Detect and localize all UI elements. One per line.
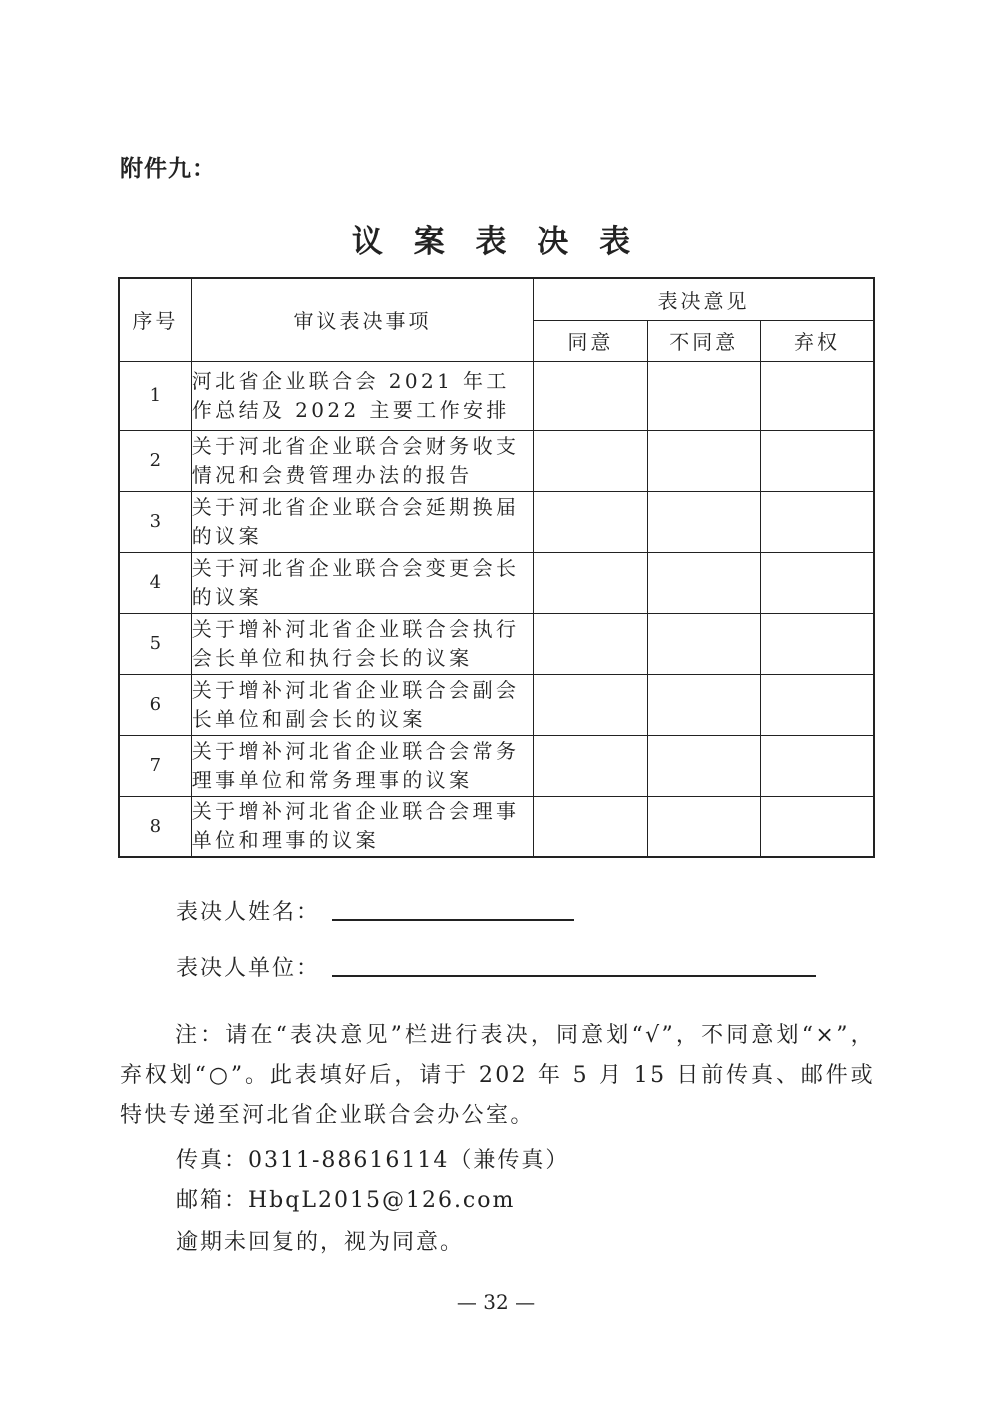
abstain-cell[interactable]: [761, 796, 875, 857]
table-row: [119, 735, 874, 796]
row-item: 关于河北省企业联合会变更会长的议案: [191, 552, 533, 613]
header-abstain: 弃权: [761, 320, 875, 361]
agree-cell[interactable]: [534, 552, 647, 613]
voter-name-label: 表决人姓名：: [176, 900, 321, 925]
vote-table: [118, 277, 875, 858]
abstain-cell[interactable]: [761, 552, 875, 613]
abstain-cell[interactable]: [761, 361, 875, 430]
fax-line: 传真：0311-88616114（兼传真）: [176, 1148, 570, 1173]
agree-cell[interactable]: [534, 796, 647, 857]
row-number: 7: [119, 735, 191, 796]
row-number: 5: [119, 613, 191, 674]
table-row: [119, 361, 874, 430]
row-number: 2: [119, 430, 191, 491]
annex-label: 附件九：: [120, 156, 216, 182]
overdue-note: 逾期未回复的，视为同意。: [176, 1230, 465, 1255]
row-item: 关于河北省企业联合会财务收支情况和会费管理办法的报告: [191, 430, 533, 491]
voter-name-field[interactable]: [332, 919, 574, 921]
instructions-note: 注：请在“表决意见”栏进行表决，同意划“√”，不同意划“×”，弃权划“○”。此表填好后，请于 202 年 5 月 15 日前传真、邮件或特快专递至河北省企业联合会办公室。: [120, 1023, 875, 1128]
table-row: [119, 796, 874, 857]
row-number: 8: [119, 796, 191, 857]
voter-unit-row: [176, 951, 320, 982]
header-num: 序号: [119, 278, 191, 361]
abstain-cell[interactable]: [761, 430, 875, 491]
row-number: 1: [119, 361, 191, 430]
disagree-cell[interactable]: [647, 430, 760, 491]
row-item: 河北省企业联合会 2021 年工作总结及 2022 主要工作安排: [191, 361, 533, 430]
abstain-cell[interactable]: [761, 674, 875, 735]
email-line: 邮箱：HbqL2015@126.com: [176, 1188, 516, 1213]
row-number: 4: [119, 552, 191, 613]
voter-unit-field[interactable]: [332, 975, 816, 977]
agree-cell[interactable]: [534, 361, 647, 430]
disagree-cell[interactable]: [647, 796, 760, 857]
header-disagree: 不同意: [647, 320, 760, 361]
header-opinion: 表决意见: [534, 278, 874, 320]
abstain-cell[interactable]: [761, 613, 875, 674]
row-number: 6: [119, 674, 191, 735]
table-row: [119, 613, 874, 674]
abstain-cell[interactable]: [761, 491, 875, 552]
header-item: 审议表决事项: [191, 278, 533, 361]
disagree-cell[interactable]: [647, 491, 760, 552]
row-item: 关于增补河北省企业联合会副会长单位和副会长的议案: [191, 674, 533, 735]
page-number: — 32 —: [456, 1290, 536, 1314]
disagree-cell[interactable]: [647, 735, 760, 796]
disagree-cell[interactable]: [647, 552, 760, 613]
voter-unit-label: 表决人单位：: [176, 956, 321, 981]
row-item: 关于河北省企业联合会延期换届的议案: [191, 491, 533, 552]
agree-cell[interactable]: [534, 613, 647, 674]
header-agree: 同意: [534, 320, 647, 361]
row-item: 关于增补河北省企业联合会常务理事单位和常务理事的议案: [191, 735, 533, 796]
agree-cell[interactable]: [534, 735, 647, 796]
document-title: 议 案 表 决 表: [351, 224, 641, 260]
row-item: 关于增补河北省企业联合会执行会长单位和执行会长的议案: [191, 613, 533, 674]
table-row: [119, 491, 874, 552]
disagree-cell[interactable]: [647, 674, 760, 735]
abstain-cell[interactable]: [761, 735, 875, 796]
agree-cell[interactable]: [534, 674, 647, 735]
row-number: 3: [119, 491, 191, 552]
disagree-cell[interactable]: [647, 361, 760, 430]
disagree-cell[interactable]: [647, 613, 760, 674]
voter-name-row: [176, 895, 320, 926]
table-row: [119, 552, 874, 613]
agree-cell[interactable]: [534, 491, 647, 552]
row-item: 关于增补河北省企业联合会理事单位和理事的议案: [191, 796, 533, 857]
agree-cell[interactable]: [534, 430, 647, 491]
table-row: [119, 674, 874, 735]
table-row: [119, 430, 874, 491]
